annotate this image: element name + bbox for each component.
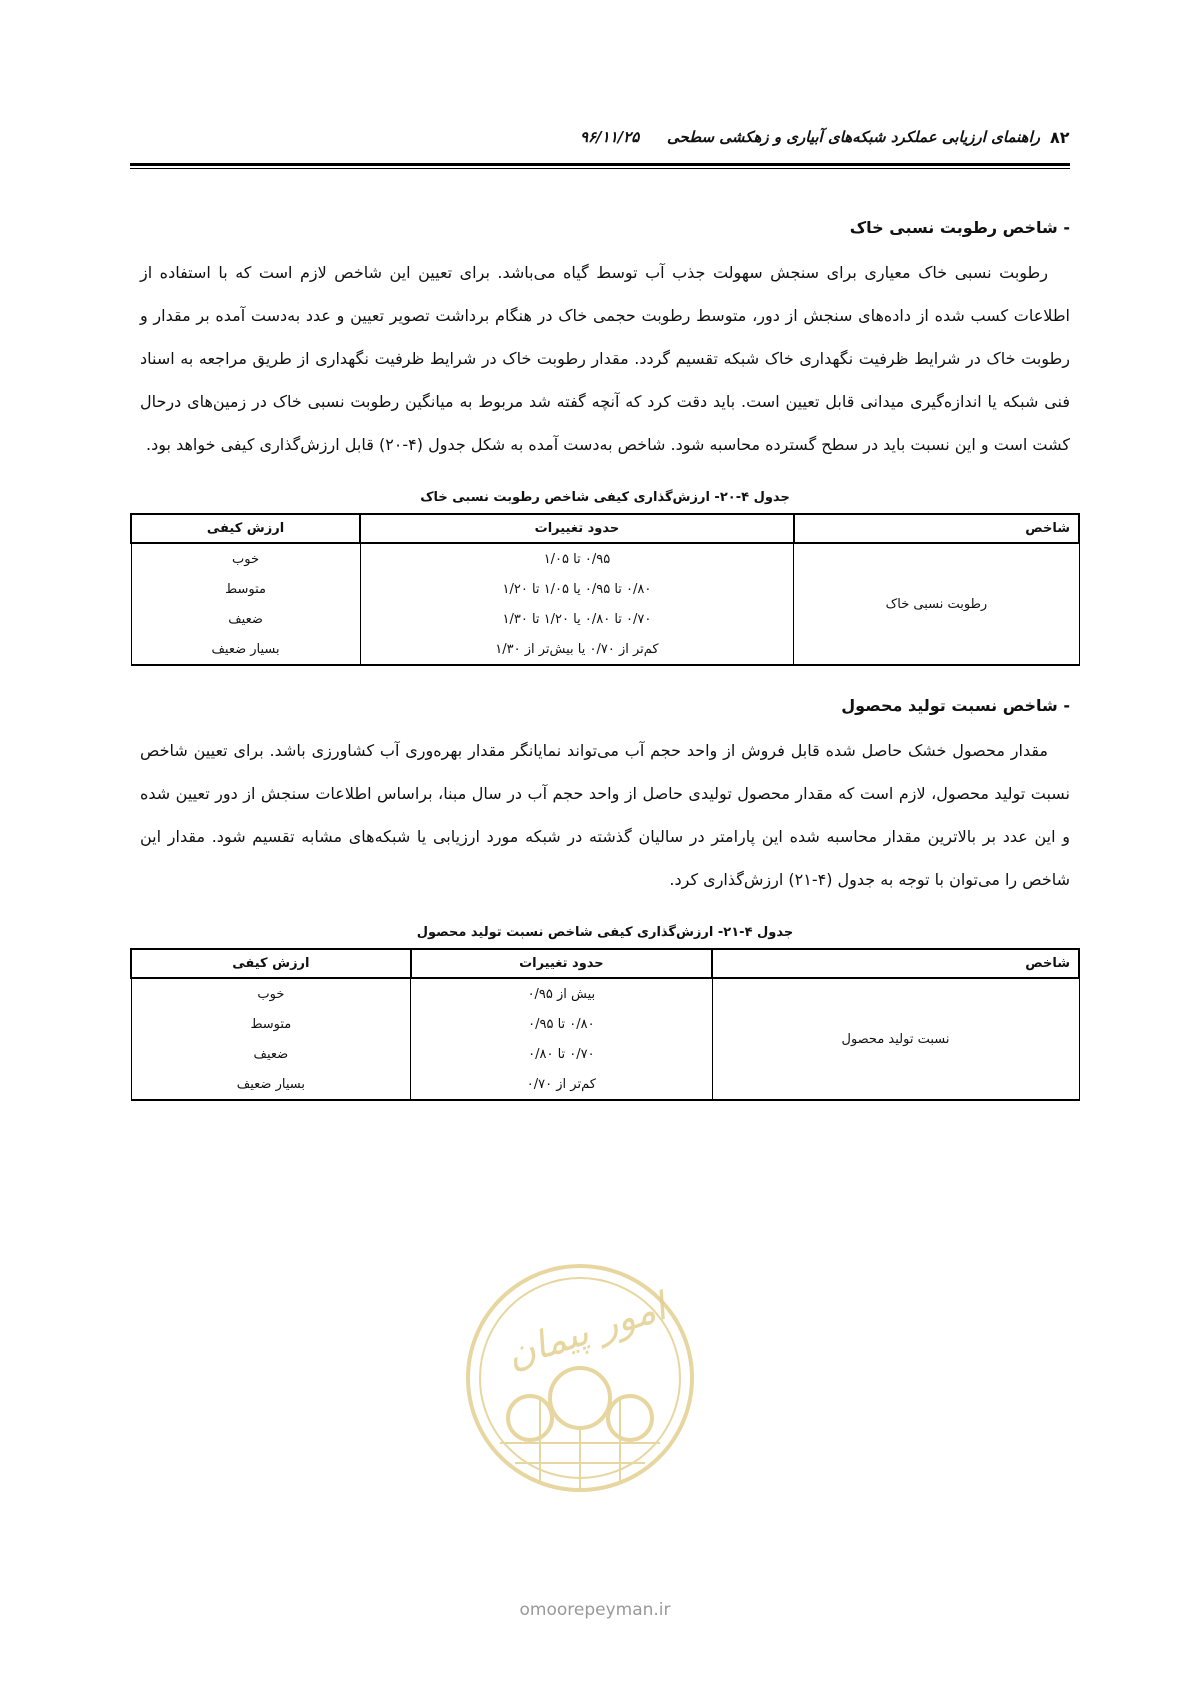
col-header-indicator: شاخص — [712, 949, 1079, 978]
indicator-cell: رطوبت نسبی خاک — [794, 543, 1079, 665]
indicator-cell: نسبت تولید محصول — [712, 978, 1079, 1100]
table-caption-4-20: جدول ۴-۲۰- ارزش‌گذاری کیفی شاخص رطوبت نسبی خاک — [420, 490, 790, 505]
quality-cell: بسیار ضعیف — [131, 1069, 411, 1100]
page-header — [130, 128, 1040, 158]
range-cell: کم‌تر از ۰/۷۰ یا بیش‌تر از ۱/۳۰ — [360, 634, 794, 665]
range-cell: ۰/۹۵ تا ۱/۰۵ — [360, 543, 794, 574]
range-cell: کم‌تر از ۰/۷۰ — [411, 1069, 712, 1100]
col-header-range: حدود تغییرات — [360, 514, 794, 543]
watermark-site: omoorepeyman.ir — [519, 1600, 671, 1620]
section-heading-soil-moisture: - شاخص رطوبت نسبی خاک — [849, 218, 1070, 237]
range-cell: ۰/۸۰ تا ۰/۹۵ — [411, 1009, 712, 1039]
quality-cell: خوب — [131, 978, 411, 1009]
table-caption-4-21: جدول ۴-۲۱- ارزش‌گذاری کیفی شاخص نسبت تولید محصول — [416, 925, 794, 940]
header-title: راهنمای ارزیابی عملکرد شبکه‌های آبیاری و زهکشی سطحی — [667, 128, 1040, 146]
range-cell: بیش از ۰/۹۵ — [411, 978, 712, 1009]
paragraph-soil-moisture: رطوبت نسبی خاک معیاری برای سنجش سهولت جذب آب توسط گیاه می‌باشد. برای تعیین این شاخص لازم است که با استفاده از اطلاعات کسب شده از داده‌های سنجش از دور، متوسط رطوبت حجمی خاک در هنگام برداشت تصویر تعیین و عدد به‌دست آمده بر مقدار و رطوبت خاک در شرایط ظرفیت نگهداری خاک شبکه تقسیم گردد. مقدار رطوبت خاک در شرایط ظرفیت نگهداری از طریق مراجعه به اسناد فنی شبکه یا اندازه‌گیری میدانی قابل تعیین است. باید دقت کرد که آنچه گفته شد مربوط به میانگین رطوبت نسبی خاک در زمین‌های درحال کشت است و این نسبت باید در سطح گسترده محاسبه شود. شاخص به‌دست آمده به شکل جدول (۴-۲۰) قابل ارزش‌گذاری کیفی خواهد بود. — [140, 263, 1070, 454]
header-date: ۹۶/۱۱/۲۵ — [580, 128, 640, 146]
quality-cell: ضعیف — [131, 1039, 411, 1069]
paragraph-crop-production: مقدار محصول خشک حاصل شده قابل فروش از واحد حجم آب می‌تواند نمایانگر مقدار بهره‌وری آب کشاورزی باشد. برای تعیین شاخص نسبت تولید محصول، لازم است که مقدار محصول تولیدی حاصل از واحد حجم آب در سال مبنا، براساس اطلاعات سنجش از دور تعیین شده و این عدد بر بالاترین مقدار محاسبه شده این پارامتر در سالیان گذشته در شبکه مورد ارزیابی یا شبکه‌های مشابه تقسیم شود. مقدار این شاخص را می‌توان با توجه به جدول (۴-۲۱) ارزش‌گذاری کرد. — [140, 741, 1070, 889]
col-header-range: حدود تغییرات — [411, 949, 712, 978]
col-header-quality: ارزش کیفی — [131, 949, 411, 978]
quality-cell: بسیار ضعیف — [131, 634, 360, 665]
page-number: ۸۲ — [1050, 128, 1070, 147]
quality-cell: متوسط — [131, 1009, 411, 1039]
table-crop-production — [130, 948, 1080, 1101]
watermark-seal — [460, 1258, 700, 1498]
table-row — [131, 543, 1079, 574]
header-rule-thick — [130, 163, 1070, 166]
page-content — [140, 200, 1070, 1101]
table-row — [131, 978, 1079, 1009]
table-soil-moisture — [130, 513, 1080, 666]
header-rule-thin — [130, 168, 1070, 169]
quality-cell: متوسط — [131, 574, 360, 604]
col-header-indicator: شاخص — [794, 514, 1079, 543]
range-cell: ۰/۷۰ تا ۰/۸۰ — [411, 1039, 712, 1069]
range-cell: ۰/۷۰ تا ۰/۸۰ یا ۱/۲۰ تا ۱/۳۰ — [360, 604, 794, 634]
range-cell: ۰/۸۰ تا ۰/۹۵ یا ۱/۰۵ تا ۱/۲۰ — [360, 574, 794, 604]
section-heading-crop-production: - شاخص نسبت تولید محصول — [841, 696, 1070, 715]
watermark-seal-text: امور پیمان — [500, 1284, 671, 1377]
quality-cell: خوب — [131, 543, 360, 574]
quality-cell: ضعیف — [131, 604, 360, 634]
col-header-quality: ارزش کیفی — [131, 514, 360, 543]
